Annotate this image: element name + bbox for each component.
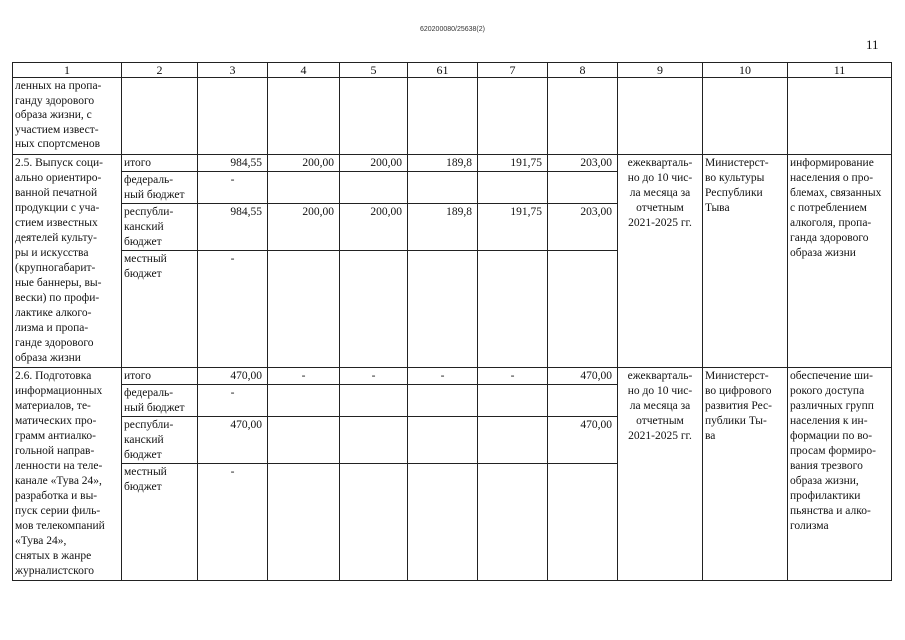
column-header: 1: [13, 63, 122, 78]
value-cell: 191,75: [478, 155, 548, 172]
value-cell: 200,00: [340, 155, 408, 172]
funding-source: местный бюджет: [122, 464, 198, 581]
execution-period: ежекварталь- но до 10 чис- ла месяца за отчетным 2021-2025 гг.: [618, 155, 703, 368]
value-cell: 470,00: [548, 368, 618, 385]
funding-source: федераль- ный бюджет: [122, 385, 198, 417]
funding-source: итого: [122, 368, 198, 385]
execution-period: ежекварталь- но до 10 чис- ла месяца за отчетным 2021-2025 гг.: [618, 368, 703, 581]
value-cell: 470,00: [548, 417, 618, 464]
value-cell: 200,00: [268, 204, 340, 251]
funding-source: итого: [122, 155, 198, 172]
value-cell: 984,55: [198, 204, 268, 251]
value-cell: 470,00: [198, 368, 268, 385]
funding-source: местный бюджет: [122, 251, 198, 368]
value-cell: 200,00: [268, 155, 340, 172]
value-cell: 200,00: [340, 204, 408, 251]
column-header: 7: [478, 63, 548, 78]
column-header: 4: [268, 63, 340, 78]
column-header: 61: [408, 63, 478, 78]
value-cell: 189,8: [408, 204, 478, 251]
column-numbers-row: [13, 63, 892, 78]
column-header: 3: [198, 63, 268, 78]
value-cell: 191,75: [478, 204, 548, 251]
value-cell: 189,8: [408, 155, 478, 172]
value-cell: -: [408, 368, 478, 385]
column-header: 8: [548, 63, 618, 78]
column-header: 10: [703, 63, 788, 78]
value-cell: -: [198, 172, 268, 204]
value-cell: 203,00: [548, 155, 618, 172]
column-header: 2: [122, 63, 198, 78]
value-cell: 984,55: [198, 155, 268, 172]
expected-result: информирование населения о про- блемах, связанных с потреблением алкоголя, пропа- ганда здорового образа жизни: [788, 155, 892, 368]
program-table: [12, 62, 892, 581]
column-header: 5: [340, 63, 408, 78]
funding-source: республи- канский бюджет: [122, 204, 198, 251]
executor: Министерст- во цифрового развития Рес- публики Ты- ва: [703, 368, 788, 581]
value-cell: -: [198, 385, 268, 417]
value-cell: -: [340, 368, 408, 385]
expected-result: обеспечение ши- рокого доступа различных групп населения к ин- формации по во- просам формиро- вания трезвого образа жизни, профилактики пьянства и алко- голизма: [788, 368, 892, 581]
value-cell: -: [478, 368, 548, 385]
value-cell: 203,00: [548, 204, 618, 251]
value-cell: 470,00: [198, 417, 268, 464]
continuation-row: [13, 78, 892, 155]
funding-source: республи- канский бюджет: [122, 417, 198, 464]
funding-source: федераль- ный бюджет: [122, 172, 198, 204]
document-id: 620200080/25638(2): [419, 26, 485, 33]
value-cell: -: [268, 368, 340, 385]
value-cell: -: [198, 464, 268, 581]
event-description: 2.5. Выпуск соци- ально ориентиро- ванной печатной продукции с уча- стием известных деятелей культу- ры и искусства (крупногабарит- ные баннеры, вы- вески) по профи- лактике алкого- лизма и пропа- ганде здорового образа жизни: [13, 155, 122, 368]
executor: Министерст- во культуры Республики Тыва: [703, 155, 788, 368]
event-description: 2.6. Подготовка информационных материалов, те- матических про- грамм антиалко- гольной направ- ленности на теле- канале «Тува 24», разработка и вы- пуск серии филь- мов телекомпаний «Тува 24», снятых в жанре журналистского: [13, 368, 122, 581]
column-header: 9: [618, 63, 703, 78]
value-cell: -: [198, 251, 268, 368]
column-header: 11: [788, 63, 892, 78]
page-number: 11: [866, 37, 879, 52]
table-row: [13, 155, 892, 172]
table-row: [13, 368, 892, 385]
event-description: ленных на пропа- ганду здорового образа жизни, с участием извест- ных спортсменов: [13, 78, 122, 155]
